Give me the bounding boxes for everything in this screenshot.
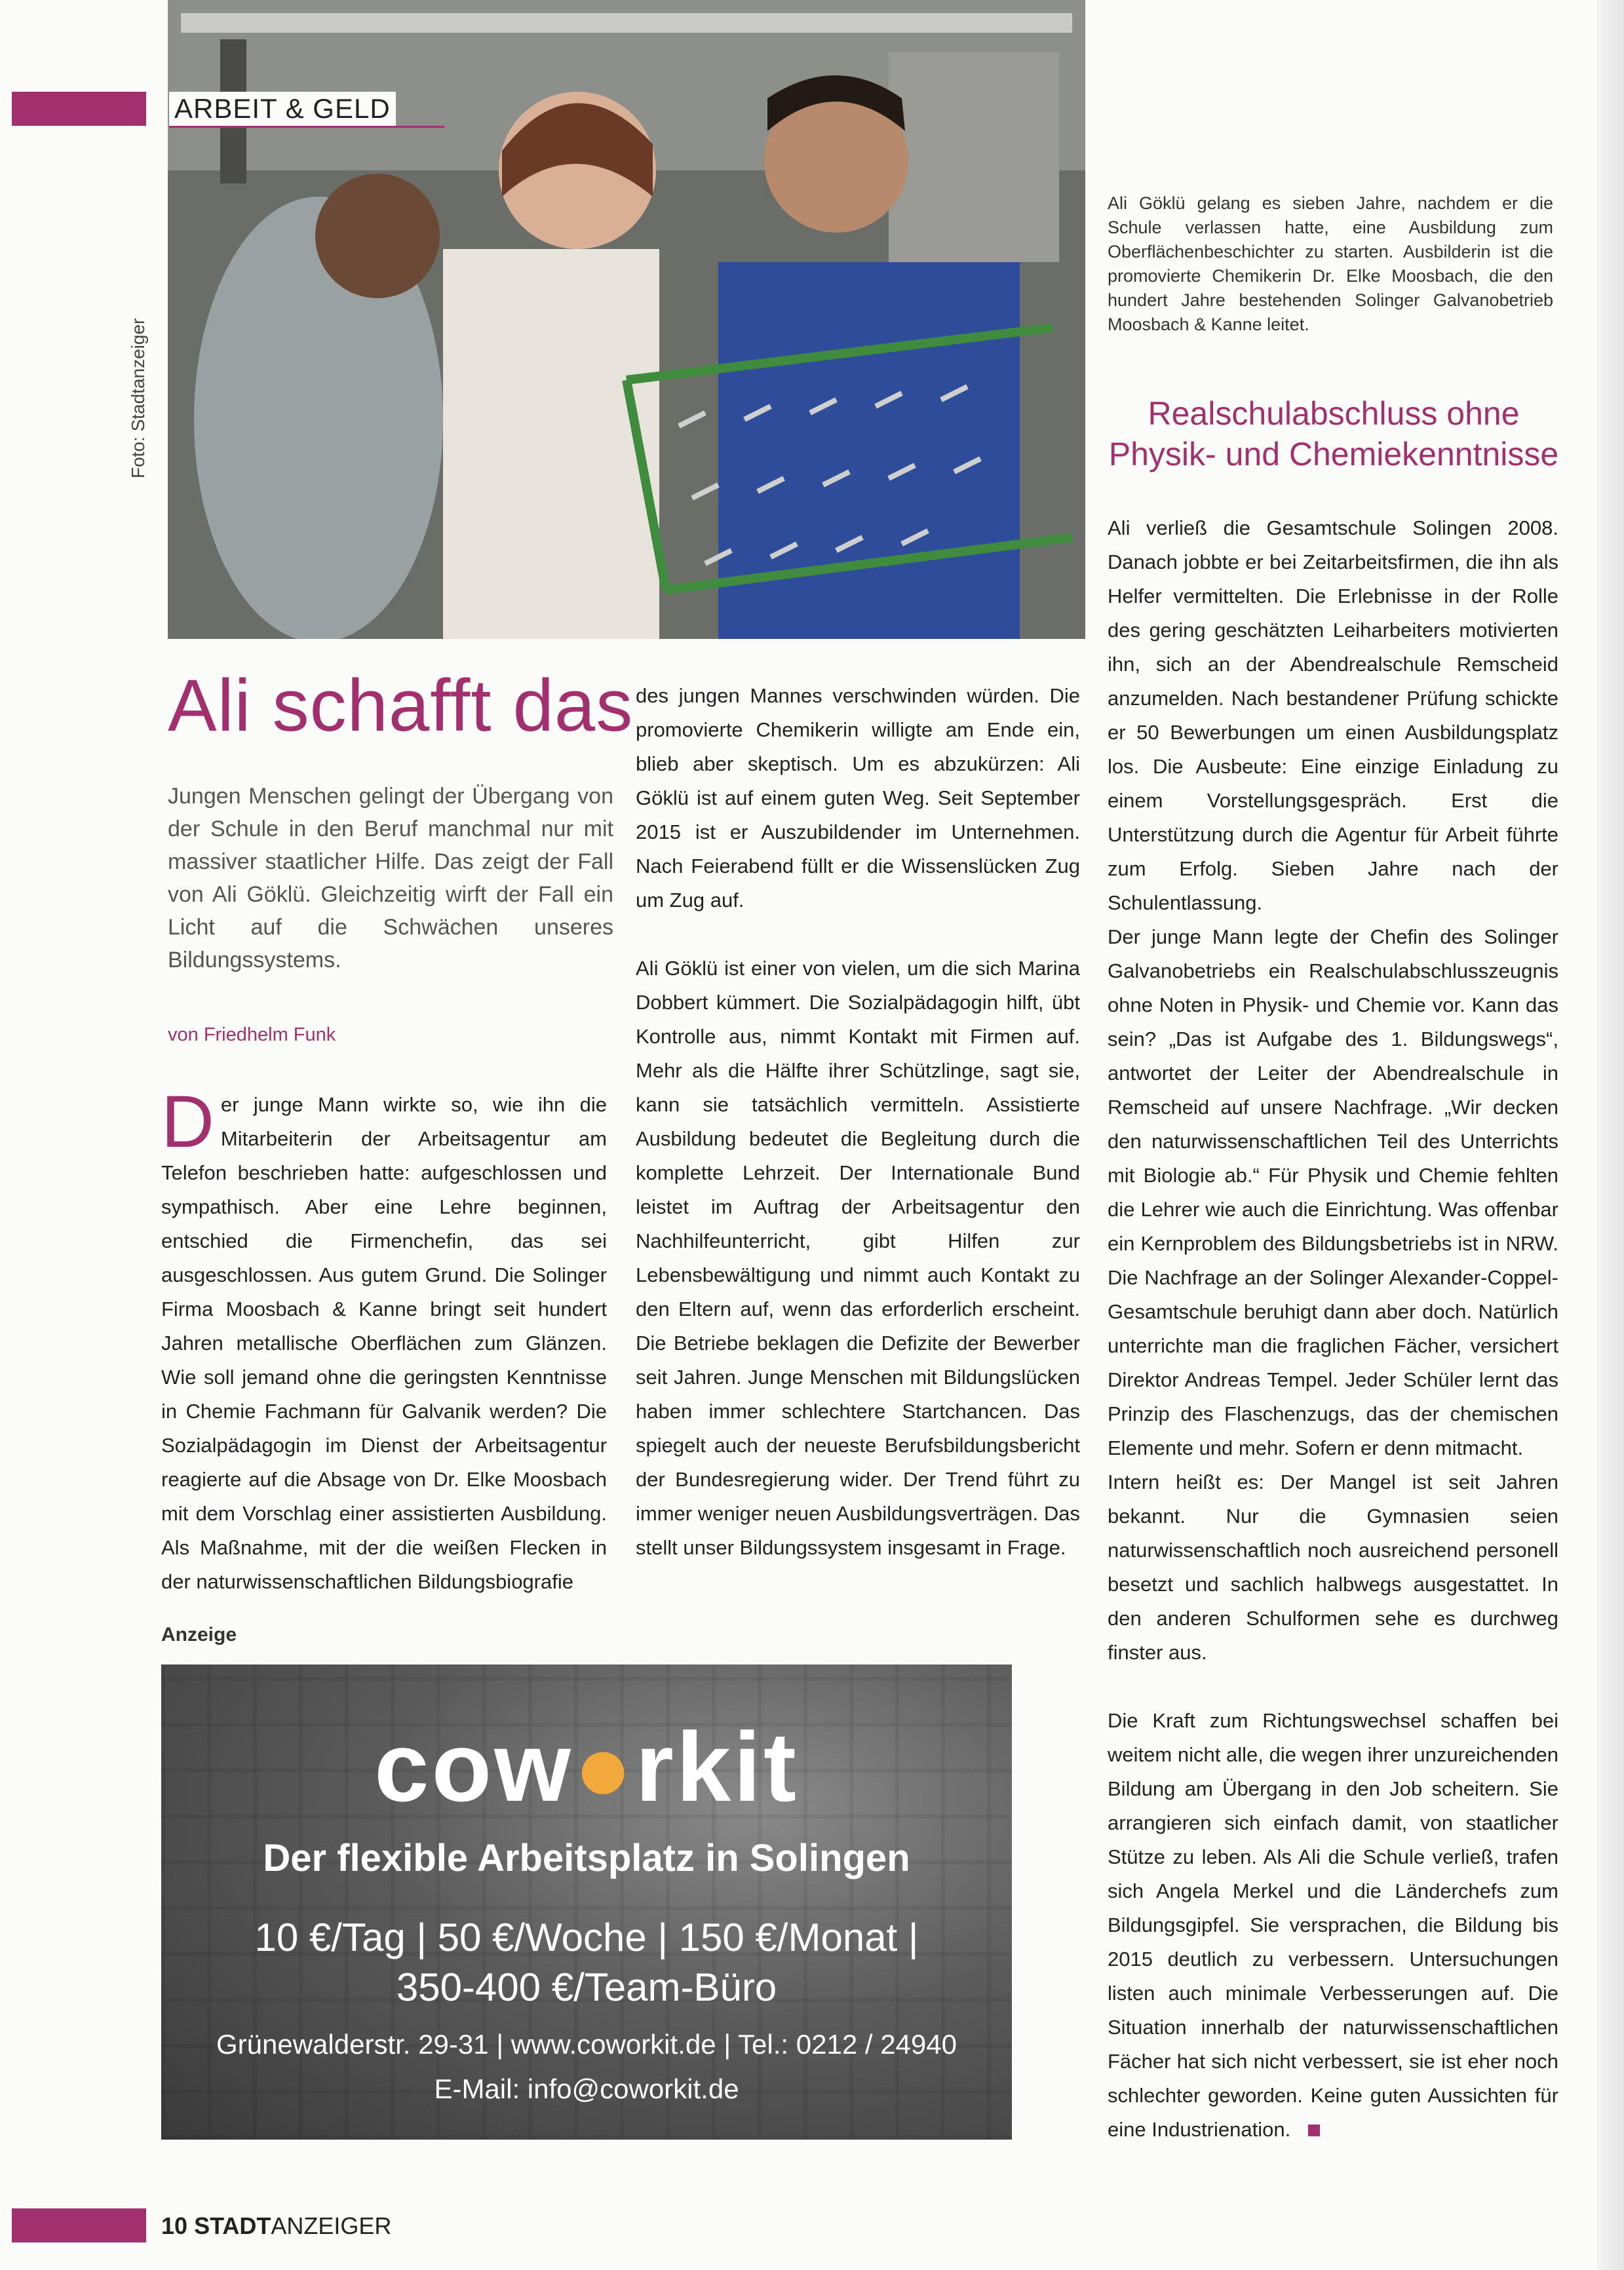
subheading-line2: Physik- und Chemiekenntnisse — [1108, 436, 1559, 472]
article-lead: Jungen Menschen gelingt der Übergang von der Schule in den Beruf manchmal nur mit massiver staatlicher Hilfe. Das zeigt der Fall von Ali Göklü. Gleichzeitig wirft der Fall ein Licht auf die Schwächen unseres Bildungssystems. — [168, 784, 613, 972]
section-accent-bar — [12, 92, 146, 126]
ad-prices-line-2: 350-400 €/Team-Büro — [396, 1965, 777, 2009]
footer-brand-bold: STADT — [194, 2212, 271, 2239]
article-column-2 — [636, 679, 1080, 1565]
footer-accent-bar — [12, 2208, 146, 2242]
column-3-paragraph-4 — [1108, 1704, 1558, 2147]
end-mark — [1308, 2125, 1320, 2136]
ad-email: E-Mail: info@coworkit.de — [434, 2073, 739, 2104]
column-3-paragraph-3: Intern heißt es: Der Mangel ist seit Jahren bekannt. Nur die Gymnasien seien naturwissenschaftlich noch ausreichend personell besetzt und sachlich halbwegs ausgestattet. In den anderen Schulformen sehe es durchweg finster aus. — [1108, 1471, 1558, 1664]
article-headline: Ali schafft das — [168, 664, 634, 746]
column-2-paragraph-2: Ali Göklü ist einer von vielen, um die sich Marina Dobbert kümmert. Die Sozialpädagogin hilft, übt Kontrolle aus, nimmt Kontakt mit Firmen auf. Mehr als die Hälfte ihrer Schützlinge, sagt sie, kann sie tatsächlich vermitteln. Assistierte Ausbildung bedeutet die Begleitung durch die komplette Lehrzeit. Der Internationale Bund leistet im Auftrag der Arbeitsagentur den Nachhilfeunterricht, gibt Hilfen zur Lebensbewältigung und nimmt auch Kontakt zu den Eltern auf, wenn das erforderlich erscheint. Die Betriebe beklagen die Defizite der Bewerber seit Jahren. Junge Menschen mit Bildungslücken haben immer schlechtere Startchancen. Das spiegelt auch der neueste Berufsbildungsbericht der Bundesregierung wider. Der Trend führt zu immer weniger neuen Ausbildungsverträgen. Das stellt unser Bildungssystem insgesamt in Frage. — [636, 957, 1080, 1559]
column-3-paragraph-4-text: Die Kraft zum Richtungswechsel schaffen bei weitem nicht alle, die wegen ihrer unzureichenden Bildung am Übergang in den Job scheitern. Sie arrangieren sich einfach damit, von staatlicher Stütze zu leben. Als Ali die Schule verließ, trafen sich Angela Merkel und die Länderchefs zum Bildungsgipfel. Sie versprachen, die Bildung bis 2015 deutlich zu verbessern. Untersuchungen listen auch minimale Verbesserungen auf. Die Situation innerhalb der naturwissenschaftlichen Fächer hat sich nicht verbessert, sie ist eher noch schlechter geworden. Keine guten Aussichten für eine Industrienation. — [1108, 1709, 1558, 2141]
ad-contact: Grünewalderstr. 29-31 | www.coworkit.de | Tel.: 0212 / 24940 — [216, 2029, 957, 2060]
page-number: 10 — [161, 2212, 188, 2239]
column-3-paragraph-2: Der junge Mann legte der Chefin des Solinger Galvanobetriebs ein Realschulabschlusszeugnis ohne Noten in Physik- und Chemie vor. Kann das sein? „Das ist Aufgabe des 1. Bildungswegs“, antwortet der Leiter der Abendrealschule in Remscheid auf unsere Nachfrage. „Wir decken den naturwissenschaftlichen Teil des Unterrichts mit Biologie ab.“ Für Physik und Chemie fehlten die Lehrer wie auch die Einrichtung. Was offenbar ein Kernproblem des Bildungsbetriebs ist in NRW. Die Nachfrage an der Solinger Alexander-Coppel-Gesamtschule beruhigt dann aber doch. Natürlich unterrichte man die fraglichen Fächer, versichert Direktor Andreas Tempel. Jeder Schüler lernt das Prinzip des Flaschenzugs, das der chemischen Elemente und mehr. Sofern er denn mitmacht. — [1108, 925, 1558, 1459]
logo-part-1: cow — [374, 1712, 573, 1822]
ad-label: Anzeige — [161, 1624, 237, 1645]
article-column-3 — [1108, 511, 1558, 2147]
drop-cap: D — [161, 1081, 214, 1163]
section-label: ARBEIT & GELD — [169, 92, 396, 126]
coworkit-logo — [161, 1710, 1012, 1824]
coworkit-advertisement[interactable] — [161, 1664, 1012, 2140]
byline: von Friedhelm Funk — [168, 1024, 336, 1045]
photo-credit: Foto: Stadtanzeiger — [128, 318, 148, 478]
subheading — [1108, 393, 1560, 474]
ad-prices-line-1: 10 €/Tag | 50 €/Woche | 150 €/Monat | — [254, 1915, 919, 1959]
footer-brand-rest: ANZEIGER — [271, 2212, 392, 2239]
ad-tagline: Der flexible Arbeitsplatz in Solingen — [263, 1837, 910, 1879]
subheading-line1: Realschulabschluss ohne — [1148, 395, 1520, 432]
section-underline — [169, 126, 444, 128]
column-2-paragraph-1: des jungen Mannes verschwinden würden. Die promovierte Chemikerin willigte am Ende ein, blieb aber skeptisch. Um es abzukürzen: Ali Göklü ist auf einem guten Weg. Seit September 2015 ist er Auszubildender im Unternehmen. Nach Feierabend füllt er die Wissenslücken Zug um Zug auf. — [636, 684, 1080, 912]
logo-part-2: rkit — [635, 1712, 799, 1822]
column-1-text: er junge Mann wirkte so, wie ihn die Mitarbeiterin der Arbeitsagentur am Telefon beschrieben hatte: aufgeschlossen und sympathisch. Aber eine Lehre beginnen, entschied die Firmenchefin, das sei ausgeschlossen. Aus gutem Grund. Die Solinger Firma Moosbach & Kanne bringt seit hundert Jahren metallische Oberflächen zum Glänzen. Wie soll jemand ohne die geringsten Kenntnisse in Chemie Fachmann für Galvanik werden? Die Sozialpädagogin im Dienst der Arbeitsagentur reagierte auf die Absage von Dr. Elke Moosbach mit dem Vorschlag einer assistierten Ausbildung. Als Maßnahme, mit der die weißen Flecken in der naturwissenschaftlichen Bildungsbiografie — [161, 1093, 607, 1593]
lightbulb-icon: ● — [573, 1712, 636, 1822]
article-column-1 — [161, 1081, 607, 1599]
column-3-paragraph-1: Ali verließ die Gesamtschule Solingen 2008. Danach jobbte er bei Zeitarbeitsfirmen, die ihn als Helfer vermittelten. Die Erlebnisse in der Rolle des gering geschätzten Leiharbeiters motivierten ihn, sich an der Abendrealschule Remscheid anzumelden. Nach bestandener Prüfung schickte er 50 Bewerbungen um einen Ausbildungsplatz los. Die Ausbeute: Eine einzige Einladung zu einem Vorstellungsgespräch. Erst die Unterstützung durch die Agentur für Arbeit führte zum Erfolg. Sieben Jahre nach der Schulentlassung. — [1108, 516, 1558, 914]
page-footer — [161, 2212, 391, 2240]
page-edge — [1596, 0, 1624, 2270]
photo-caption: Ali Göklü gelang es sieben Jahre, nachdem er die Schule verlassen hatte, eine Ausbildung zum Oberflächenbeschichter zu starten. Ausbilderin ist die promovierte Chemikerin Dr. Elke Moosbach, die den hundert Jahre bestehenden Solinger Galvanobetrieb Moosbach & Kanne leitet. — [1108, 193, 1553, 334]
